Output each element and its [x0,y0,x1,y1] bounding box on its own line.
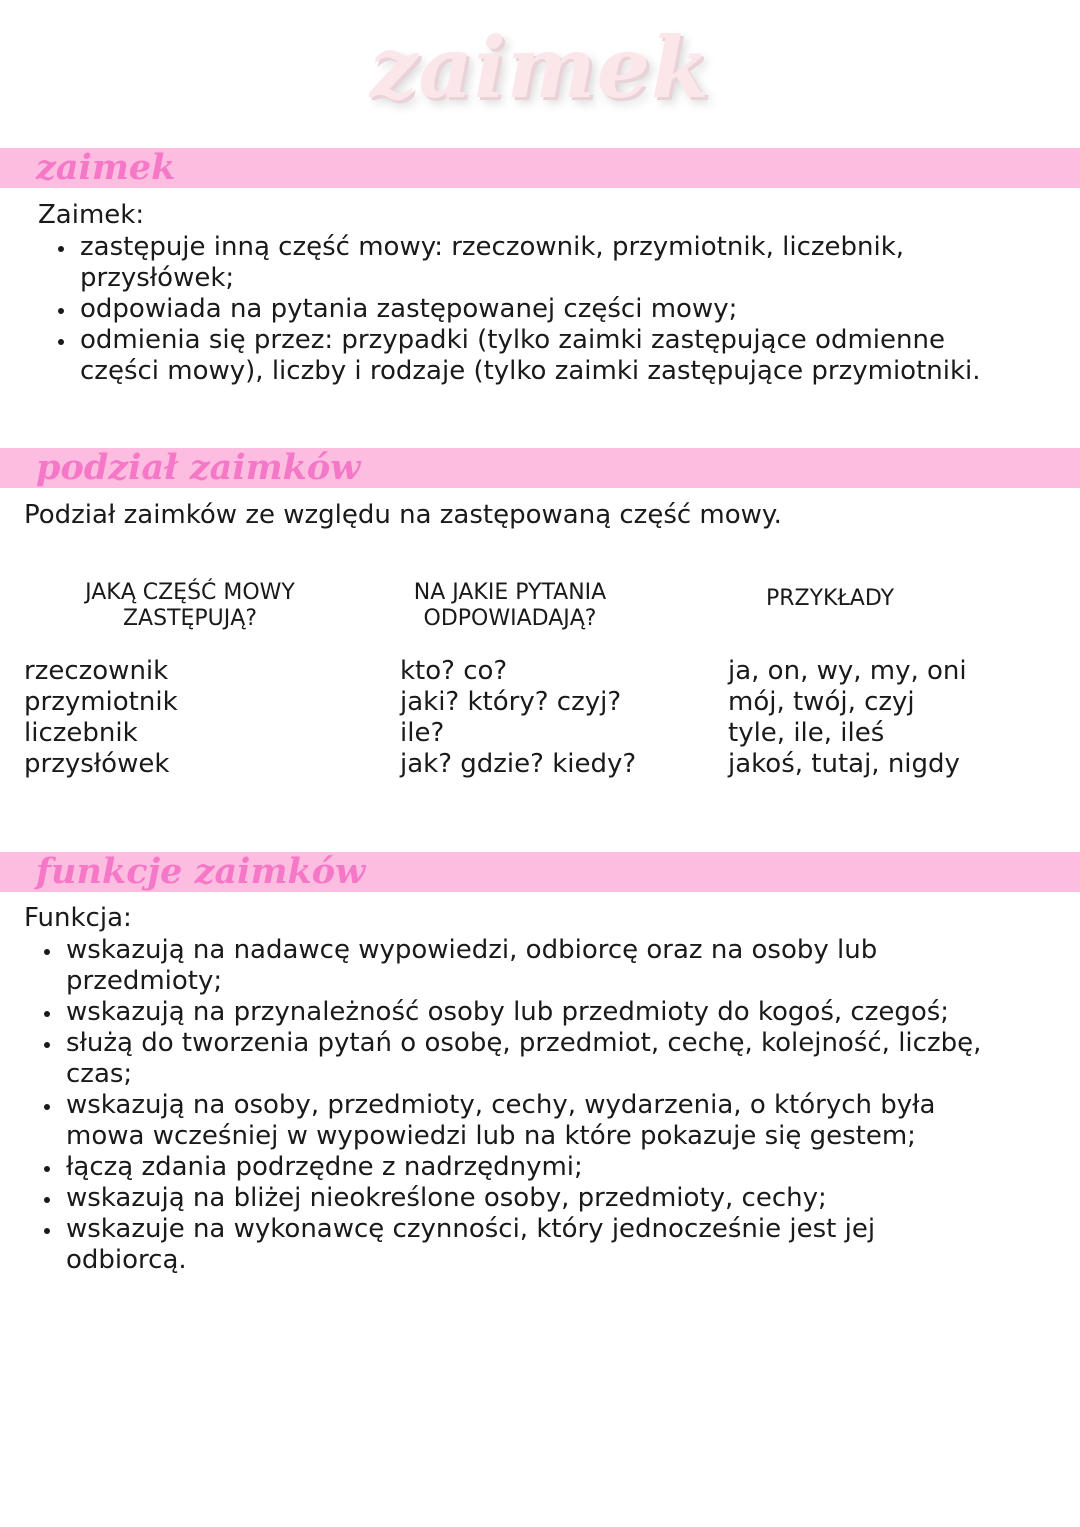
section-heading-zaimek: zaimek [36,147,176,188]
table-cell: przysłówek [24,749,170,779]
list-item: zastępuje inną część mowy: rzeczownik, przymiotnik, liczebnik, przysłówek; [38,232,998,294]
table-header-questions: NA JAKIE PYTANIA ODPOWIADAJĄ? [413,580,607,631]
table-header-examples: PRZYKŁADY [765,586,895,611]
list-item: odpowiada na pytania zastępowanej części mowy; [38,294,998,325]
table-column-examples [728,656,967,780]
table-cell: przymiotnik [24,687,178,717]
table-header-part: JAKĄ CZĘŚĆ MOWY ZASTĘPUJĄ? [85,580,295,631]
list-item: wskazują na przynależność osoby lub przedmioty do kogoś, czegoś; [24,997,994,1028]
table-cell: ile? [400,718,445,748]
table-cell: ja, on, wy, my, oni [728,656,967,686]
section-heading-funkcje: funkcje zaimków [36,851,366,892]
table-cell: jak? gdzie? kiedy? [400,749,637,779]
table-column-questions [400,656,636,780]
table-cell: jakoś, tutaj, nigdy [728,749,960,779]
page-title: zaimek [369,18,711,117]
section-heading-podzial: podział zaimków [36,447,361,488]
list-item: wskazują na osoby, przedmioty, cechy, wydarzenia, o których była mowa wcześniej w wypowiedzi lub na które pokazuje się gestem; [24,1090,994,1152]
funkcje-bullet-list [24,935,994,1276]
table-column-parts [24,656,178,780]
list-item: odmienia się przez: przypadki (tylko zaimki zastępujące odmienne części mowy), liczby i rodzaje (tylko zaimki zastępujące przymiotniki. [38,325,998,387]
zaimek-intro: Zaimek: [38,200,145,230]
podzial-intro: Podział zaimków ze względu na zastępowaną część mowy. [24,500,782,530]
table-cell: tyle, ile, ileś [728,718,885,748]
table-cell: liczebnik [24,718,138,748]
list-item: wskazują na bliżej nieokreślone osoby, przedmioty, cechy; [24,1183,994,1214]
zaimek-bullet-list [38,232,998,387]
list-item: służą do tworzenia pytań o osobę, przedmiot, cechę, kolejność, liczbę, czas; [24,1028,994,1090]
table-cell: mój, twój, czyj [728,687,915,717]
table-cell: jaki? który? czyj? [400,687,622,717]
table-cell: kto? co? [400,656,508,686]
table-cell: rzeczownik [24,656,169,686]
list-item: wskazuje na wykonawcę czynności, który jednocześnie jest jej odbiorcą. [24,1214,994,1276]
list-item: wskazują na nadawcę wypowiedzi, odbiorcę oraz na osoby lub przedmioty; [24,935,994,997]
funkcje-intro: Funkcja: [24,903,132,933]
list-item: łączą zdania podrzędne z nadrzędnymi; [24,1152,994,1183]
